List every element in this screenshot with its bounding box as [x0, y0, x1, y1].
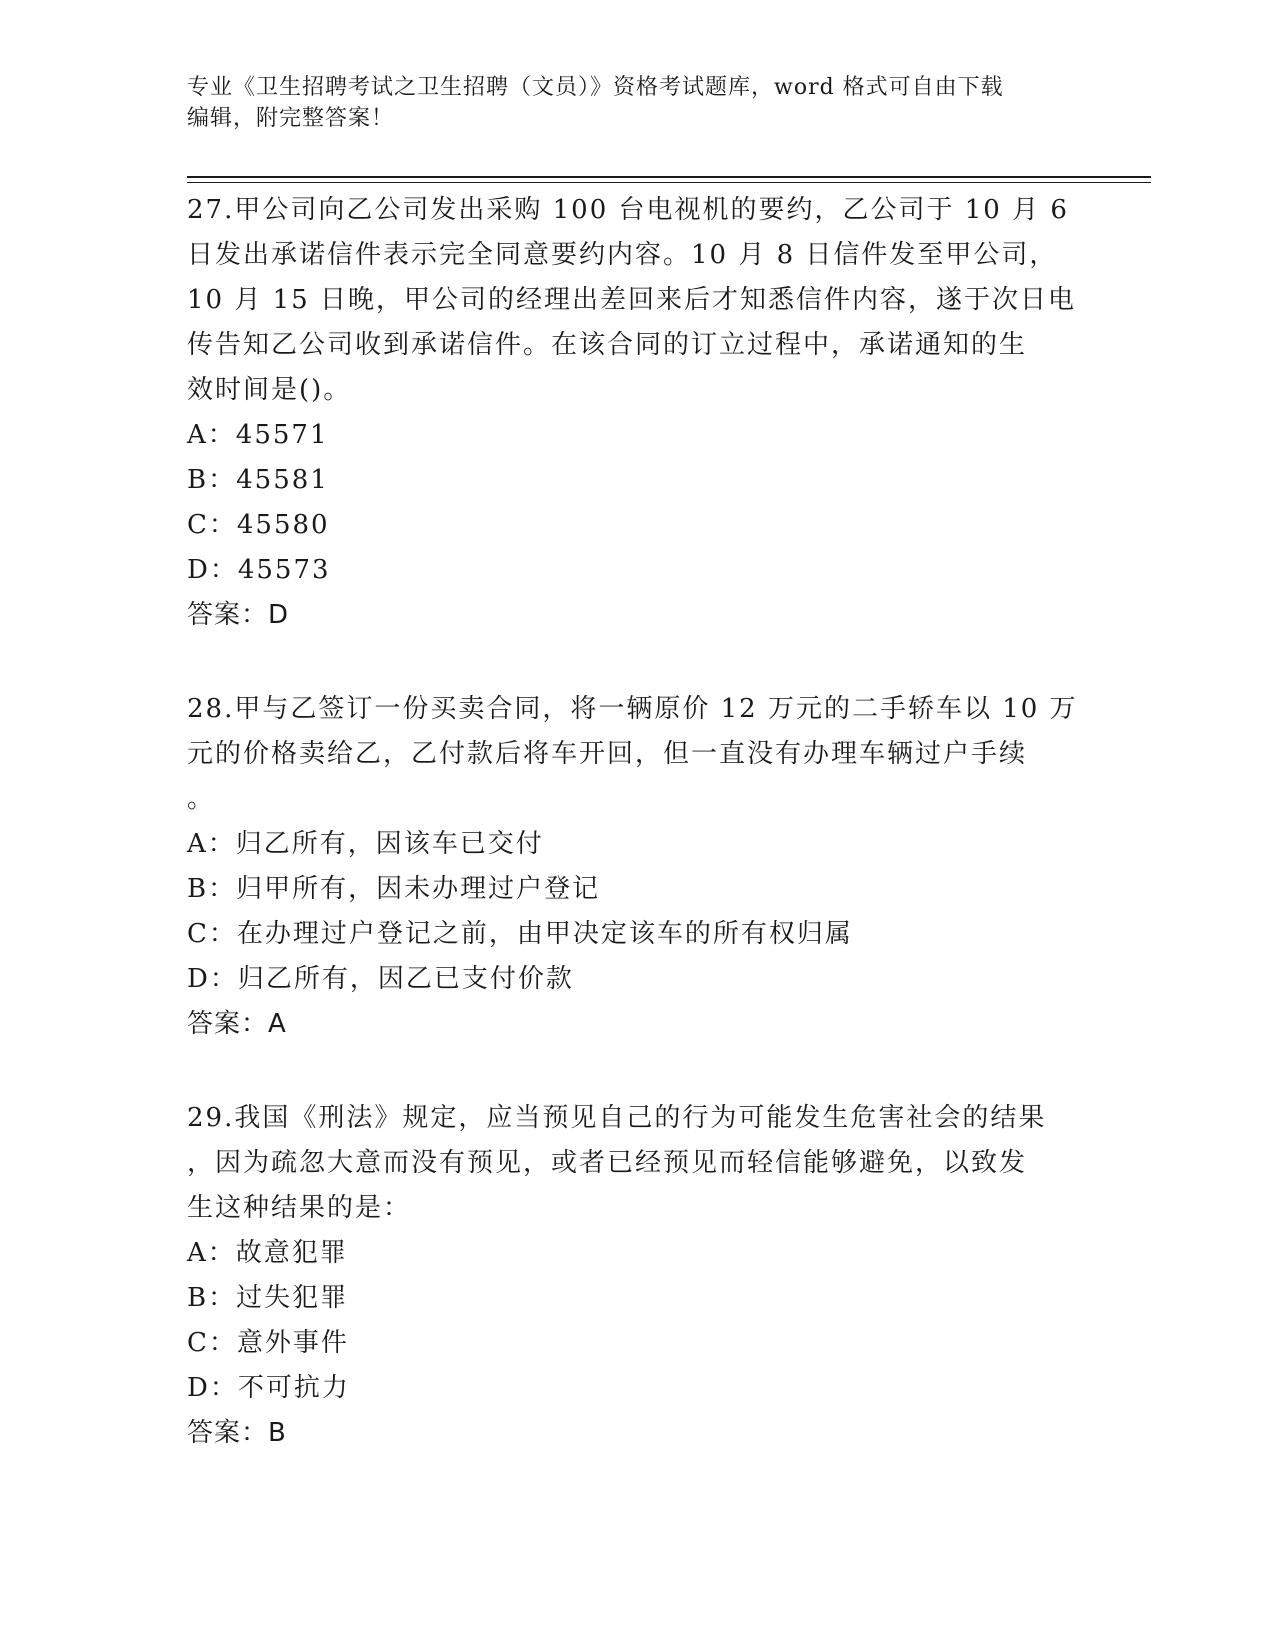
question-28	[187, 687, 1087, 1047]
question-29	[187, 1096, 1087, 1456]
question-text-line: 日发出承诺信件表示完全同意要约内容。10 月 8 日信件发至甲公司，	[187, 240, 1058, 270]
question-text-line: ，因为疏忽大意而没有预见，或者已经预见而轻信能够避免，以致发	[187, 1148, 1028, 1178]
option-a: A：45571	[187, 420, 329, 450]
option-b: B：45581	[187, 465, 329, 495]
question-text-line: 生这种结果的是：	[187, 1193, 412, 1223]
question-text-line: 10 月 15 日晚，甲公司的经理出差回来后才知悉信件内容，遂于次日电	[187, 285, 1076, 315]
option-c: C：在办理过户登记之前，由甲决定该车的所有权归属	[187, 919, 853, 949]
option-c: C：45580	[187, 510, 330, 540]
question-27	[187, 188, 1087, 638]
header-line-2: 编辑，附完整答案！	[187, 106, 395, 131]
question-text-line: 效时间是()。	[187, 375, 352, 405]
option-d: D：不可抗力	[187, 1373, 350, 1403]
option-d: D：45573	[187, 555, 331, 585]
header-divider-thick	[187, 176, 1151, 178]
option-a: A：故意犯罪	[187, 1238, 348, 1268]
option-c: C：意外事件	[187, 1328, 349, 1358]
option-b: B：过失犯罪	[187, 1283, 349, 1313]
document-header	[187, 72, 1067, 134]
question-text-line: 。	[187, 784, 216, 814]
header-divider-thin	[187, 182, 1151, 183]
answer-line: 答案：B	[187, 1418, 287, 1448]
option-b: B：归甲所有，因未办理过户登记	[187, 874, 601, 904]
header-line-1: 专业《卫生招聘考试之卫生招聘（文员）》资格考试题库，word 格式可自由下载	[187, 75, 1004, 100]
question-text-line: 28.甲与乙签订一份买卖合同，将一辆原价 12 万元的二手轿车以 10 万	[187, 694, 1078, 724]
question-text-line: 传告知乙公司收到承诺信件。在该合同的订立过程中，承诺通知的生	[187, 330, 1028, 360]
answer-line: 答案：D	[187, 600, 290, 630]
option-a: A：归乙所有，因该车已交付	[187, 829, 544, 859]
question-text-line: 27.甲公司向乙公司发出采购 100 台电视机的要约，乙公司于 10 月 6	[187, 195, 1069, 225]
option-d: D：归乙所有，因乙已支付价款	[187, 964, 574, 994]
question-text-line: 元的价格卖给乙，乙付款后将车开回，但一直没有办理车辆过户手续	[187, 739, 1028, 769]
question-text-line: 29.我国《刑法》规定，应当预见自己的行为可能发生危害社会的结果	[187, 1103, 1047, 1133]
answer-line: 答案：A	[187, 1009, 287, 1039]
